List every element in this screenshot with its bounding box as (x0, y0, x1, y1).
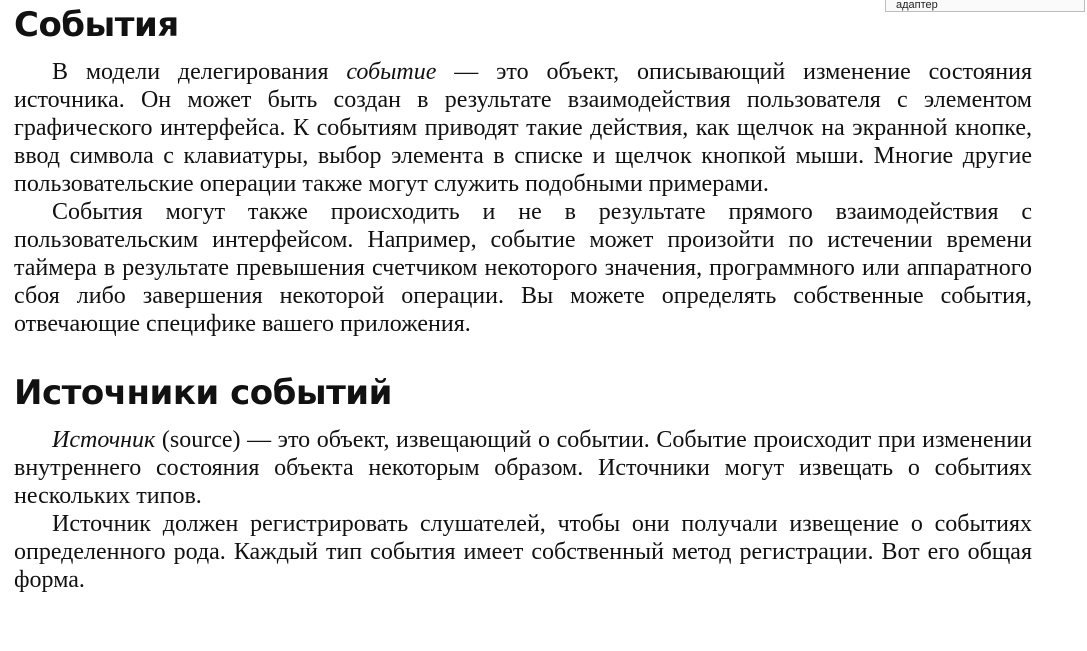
paragraph-events-other: События могут также происходить и не в результате прямого взаимодействия с пользовательским интерфейсом. Например, событие может произойти по истечении времени таймера в результате превышения счетчиком некоторого значения, программного или аппаратного сбоя либо завершения некоторой операции. Вы можете определять собственные события, отвечающие специфике вашего приложения. (14, 199, 1032, 337)
paragraph-source-registration: Источник должен регистрировать слушателей, чтобы они получали извещение о событиях определенного рода. Каждый тип события имеет собственный метод регистрации. Вот его общая форма. (14, 511, 1032, 593)
document-page (14, 0, 1032, 594)
section-heading-event-sources: Источники событий (14, 373, 392, 413)
tooltip-text: адаптер (896, 0, 938, 11)
term-event: событие (346, 59, 437, 85)
text-run: В модели делегирования (52, 59, 347, 85)
text-run: — это объект, описывающий изменение состояния источника. Он может быть создан в результате взаимодействия пользователя с элементом графического интерфейса. К событиям приводят такие действия, как щелчок на экранной кнопке, ввод символа с клавиатуры, выбор элемента в списке и щелчок кнопкой мыши. Многие другие пользовательские операции также могут служить подобными примерами. (14, 59, 1032, 197)
term-source: Источник (52, 427, 156, 453)
section-heading-events: События (14, 5, 179, 45)
text-run: (source) — это объект, извещающий о событии. Событие происходит при изменении внутреннего состояния объекта некоторым образом. Источники могут извещать о событиях нескольких типов. (14, 427, 1032, 509)
paragraph-source-definition (14, 426, 1032, 510)
paragraph-events-definition (14, 58, 1032, 198)
